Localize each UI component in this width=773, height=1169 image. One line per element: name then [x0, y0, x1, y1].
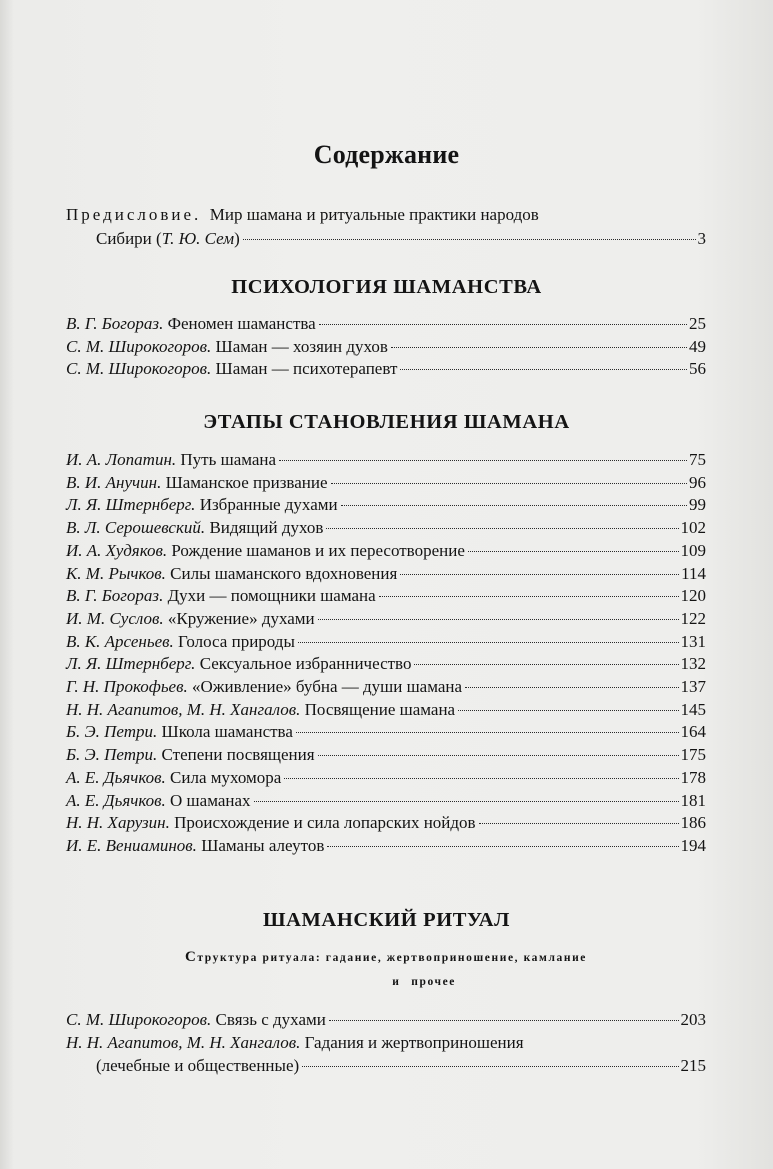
toc-entry	[66, 359, 706, 379]
preface-author: Т. Ю. Сем	[161, 229, 235, 248]
dot-leader	[318, 755, 679, 756]
dot-leader	[318, 619, 679, 620]
page-number: 164	[680, 722, 706, 742]
page-number: 181	[680, 790, 706, 810]
toc-entry	[66, 654, 706, 674]
toc-entry	[66, 337, 706, 357]
page-number: 194	[680, 835, 706, 855]
page-number: 49	[689, 336, 706, 356]
dot-leader	[298, 642, 679, 643]
entry-author: В. Г. Богораз.	[66, 314, 164, 333]
subsection-cap: и	[392, 976, 401, 988]
entry-title: «Оживление» бубна — души шамана	[191, 677, 463, 696]
dot-leader	[379, 596, 679, 597]
entry-author: С. М. Широкогоров.	[66, 336, 212, 356]
section-title: ПСИХОЛОГИЯ ШАМАНСТВА	[231, 276, 542, 298]
page-number: 145	[680, 699, 706, 719]
entry-author: С. М. Широкогоров.	[66, 359, 212, 379]
dot-leader	[331, 483, 687, 484]
entry-title: «Кружение» духами	[167, 608, 315, 628]
page-number: 56	[689, 359, 706, 379]
dot-leader	[329, 1020, 679, 1021]
toc-entry	[66, 495, 706, 515]
entry-title: Сексуальное избранничество	[199, 654, 412, 674]
entry-author: А. Е. Дьячков.	[66, 790, 166, 810]
entry-title-continued: (лечебные и общественные)	[96, 1055, 300, 1075]
dot-leader	[465, 687, 678, 688]
entry-title: Силы шаманского вдохновения	[170, 563, 398, 583]
entry-title: Шаман — хозяин духов	[215, 336, 388, 356]
entry-author: И. А. Худяков.	[66, 540, 168, 560]
dot-leader	[296, 732, 679, 733]
entry-author: Н. Н. Агапитов, М. Н. Хангалов.	[66, 699, 301, 719]
toc-entry	[66, 450, 706, 470]
entry-author: И. М. Суслов.	[66, 608, 164, 628]
entry-title: Феномен шаманства	[167, 314, 316, 333]
toc-entry	[66, 1010, 706, 1030]
page-number: 99	[689, 495, 706, 515]
subsection-title	[66, 946, 706, 993]
entry-author: Л. Я. Штернберг.	[66, 495, 196, 515]
dot-leader	[468, 551, 679, 552]
page-number: 120	[680, 586, 706, 606]
page-number: 122	[680, 608, 706, 628]
toc-entry	[66, 473, 706, 493]
dot-leader	[327, 846, 678, 847]
toc-entry	[66, 677, 706, 697]
subsection-cap: С	[184, 949, 198, 965]
entry-author: С. М. Широкогоров.	[66, 1010, 212, 1029]
toc-entry	[66, 632, 706, 652]
toc-entry	[66, 609, 706, 629]
entry-title: О шаманах	[170, 790, 251, 810]
page-number: 109	[680, 540, 706, 560]
toc-entry	[66, 745, 706, 765]
entry-author: В. К. Арсеньев.	[66, 631, 174, 651]
dot-leader	[391, 347, 687, 348]
page-title: Содержание	[313, 140, 460, 169]
section-title: ШАМАНСКИЙ РИТУАЛ	[262, 909, 511, 931]
toc-entry	[66, 791, 706, 811]
dot-leader	[479, 823, 679, 824]
entry-author: В. И. Анучин.	[66, 472, 162, 492]
preface-text-line1: Мир шамана и ритуальные практики народов	[209, 205, 539, 224]
entry-author: Б. Э. Петри.	[66, 722, 158, 742]
dot-leader	[400, 574, 679, 575]
dot-leader	[458, 710, 678, 711]
entry-title: Избранные духами	[199, 495, 338, 515]
page-number: 102	[680, 518, 706, 538]
entry-title: Посвящение шамана	[304, 699, 456, 719]
page-number: 178	[680, 767, 706, 787]
preface-label: Предисловие.	[66, 205, 202, 224]
entry-author: В. Л. Серошевский.	[66, 518, 206, 538]
page-number: 132	[680, 654, 706, 674]
toc-entry	[66, 1033, 706, 1076]
preface-entry	[66, 205, 706, 249]
page-number: 25	[689, 314, 706, 333]
dot-leader	[302, 1066, 678, 1067]
page-number: 203	[680, 1010, 706, 1029]
entry-author: К. М. Рычков.	[66, 563, 166, 583]
page-number: 131	[680, 631, 706, 651]
page-number: 75	[689, 450, 706, 469]
page-number: 215	[680, 1055, 706, 1075]
subsection-text: прочее	[411, 976, 456, 988]
page-number: 175	[680, 745, 706, 765]
dot-leader	[279, 460, 687, 461]
dot-leader	[243, 239, 696, 240]
preface-text-line2-end: )	[234, 229, 240, 248]
entry-author: Б. Э. Петри.	[66, 745, 158, 765]
section-title: ЭТАПЫ СТАНОВЛЕНИЯ ШАМАНА	[203, 411, 570, 433]
entry-author: Н. Н. Агапитов, М. Н. Хангалов.	[66, 1032, 301, 1052]
entry-author: И. Е. Вениаминов.	[66, 835, 197, 855]
dot-leader	[341, 505, 687, 506]
toc-entry	[66, 700, 706, 720]
entry-title: Связь с духами	[215, 1010, 326, 1029]
preface-text-line2: Сибири (	[96, 229, 162, 248]
subsection-text: труктура ритуала: гадание, жертвоприношение, камлание	[197, 952, 588, 964]
dot-leader	[319, 324, 687, 325]
toc-entry	[66, 813, 706, 833]
toc-entry	[66, 722, 706, 742]
toc-entry	[66, 836, 706, 856]
page-number: 96	[689, 472, 706, 492]
entry-author: В. Г. Богораз.	[66, 586, 164, 606]
toc-entry	[66, 314, 706, 334]
dot-leader	[414, 664, 678, 665]
entry-author: И. А. Лопатин.	[66, 450, 177, 469]
entry-author: Г. Н. Прокофьев.	[66, 677, 188, 696]
dot-leader	[254, 801, 679, 802]
page-number: 3	[697, 229, 706, 248]
entry-title: Степени посвящения	[161, 745, 315, 765]
toc-entry	[66, 518, 706, 538]
page-number: 186	[680, 813, 706, 833]
entry-title: Сила мухомора	[170, 767, 282, 787]
entry-title: Шаманы алеутов	[201, 835, 325, 855]
entry-author: А. Е. Дьячков.	[66, 767, 166, 787]
entry-title: Происхождение и сила лопарских нойдов	[174, 813, 476, 833]
entry-title: Голоса природы	[178, 631, 295, 651]
entry-author: Л. Я. Штернберг.	[66, 654, 196, 674]
dot-leader	[400, 369, 687, 370]
toc-entry	[66, 564, 706, 584]
page-number: 137	[680, 677, 706, 696]
toc-entry	[66, 541, 706, 561]
entry-title: Школа шаманства	[161, 722, 293, 742]
entry-title: Шаман — психотерапевт	[215, 359, 398, 379]
page-number: 114	[681, 563, 706, 583]
entry-title: Духи — помощники шамана	[167, 586, 376, 606]
entry-title: Гадания и жертвоприношения	[304, 1032, 524, 1052]
entry-title: Рождение шаманов и их пересотворение	[171, 540, 465, 560]
entry-title: Видящий духов	[209, 518, 324, 538]
toc-entry	[66, 586, 706, 606]
dot-leader	[284, 778, 678, 779]
entry-title: Путь шамана	[180, 450, 277, 469]
dot-leader	[326, 528, 678, 529]
toc-entry	[66, 768, 706, 788]
entry-title: Шаманское призвание	[165, 472, 328, 492]
entry-author: Н. Н. Харузин.	[66, 813, 170, 833]
